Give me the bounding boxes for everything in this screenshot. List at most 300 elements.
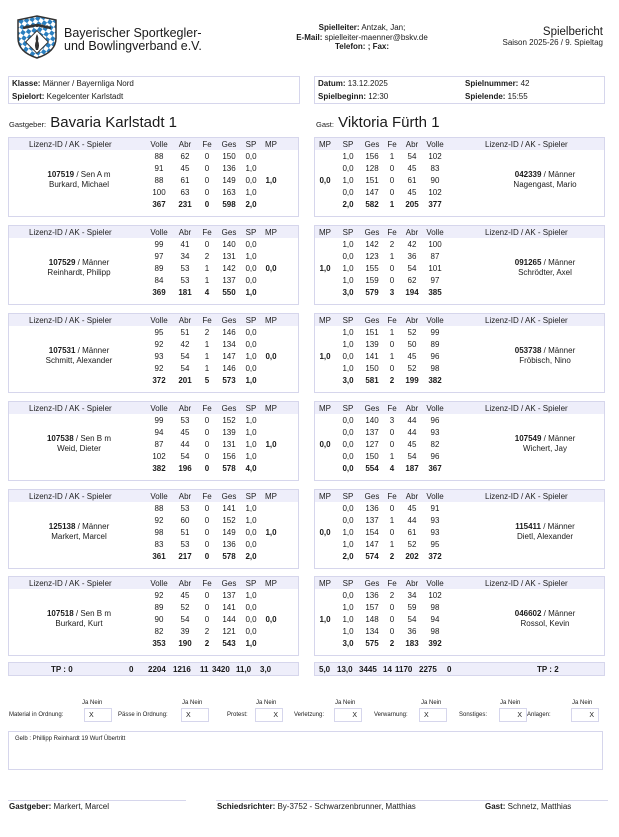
ja-nein-label: Ja Nein bbox=[500, 700, 521, 706]
player-name: Markert, Marcel bbox=[51, 532, 107, 541]
game-sp: 1,0 bbox=[342, 627, 354, 636]
header-volle: Volle bbox=[426, 404, 444, 413]
game-abr: 44 bbox=[180, 440, 190, 449]
game-fe: 0 bbox=[389, 364, 395, 373]
home-total-extra: 0 bbox=[129, 665, 134, 674]
check-mark: X bbox=[89, 712, 94, 719]
total-ges: 575 bbox=[365, 639, 379, 648]
game-sp: 1,0 bbox=[245, 188, 257, 197]
game-volle: 98 bbox=[430, 364, 440, 373]
game-volle: 94 bbox=[154, 428, 164, 437]
game-sp: 0,0 bbox=[245, 603, 257, 612]
player-name: Dietl, Alexander bbox=[516, 532, 574, 541]
license-id: 107519 bbox=[47, 170, 75, 179]
game-volle: 88 bbox=[154, 504, 164, 513]
header-sp: SP bbox=[245, 579, 257, 588]
column-header-row bbox=[315, 226, 604, 238]
game-abr: 50 bbox=[407, 340, 417, 349]
email-link[interactable]: spielleiter-maenner@bskv.de bbox=[322, 32, 428, 42]
header-mp: MP bbox=[265, 579, 277, 588]
total-fe: 4 bbox=[389, 464, 395, 473]
game-sp: 1,0 bbox=[245, 352, 257, 361]
game-fe: 1 bbox=[389, 252, 395, 261]
away-player-block bbox=[314, 401, 605, 481]
header-sp: SP bbox=[245, 316, 257, 325]
game-sp: 1,0 bbox=[245, 440, 257, 449]
game-abr: 61 bbox=[407, 176, 417, 185]
total-sp: 2,0 bbox=[245, 200, 257, 209]
age-class: / Sen A m bbox=[74, 170, 111, 179]
game-abr: 42 bbox=[180, 340, 190, 349]
game-ges: 148 bbox=[365, 615, 379, 624]
game-fe: 1 bbox=[389, 352, 395, 361]
game-abr: 45 bbox=[407, 352, 417, 361]
total-volle: 372 bbox=[428, 552, 442, 561]
game-sp: 1,0 bbox=[245, 428, 257, 437]
game-ges: 136 bbox=[222, 540, 236, 549]
game-ges: 149 bbox=[222, 176, 236, 185]
referee-label: Schiedsrichter: bbox=[217, 802, 276, 811]
game-fe: 0 bbox=[389, 428, 395, 437]
game-volle: 100 bbox=[152, 188, 166, 197]
match-date-box bbox=[314, 76, 605, 104]
yes-no-checkbox[interactable] bbox=[181, 708, 209, 722]
player-name: Reinhardt, Philipp bbox=[47, 268, 111, 277]
header-fe: Fe bbox=[387, 140, 397, 149]
game-abr: 62 bbox=[180, 152, 190, 161]
total-ges: 543 bbox=[222, 639, 236, 648]
age-class: / Männer bbox=[541, 609, 576, 618]
game-volle: 99 bbox=[430, 328, 440, 337]
game-ges: 134 bbox=[365, 627, 379, 636]
player-info bbox=[485, 258, 605, 278]
game-sp: 1,0 bbox=[245, 416, 257, 425]
game-ges: 121 bbox=[222, 627, 236, 636]
game-abr: 52 bbox=[180, 603, 190, 612]
check-mark: X bbox=[424, 712, 429, 719]
game-sp: 0,0 bbox=[245, 528, 257, 537]
game-ges: 151 bbox=[365, 328, 379, 337]
game-sp: 0,0 bbox=[342, 428, 354, 437]
total-abr: 199 bbox=[405, 376, 419, 385]
column-header-row bbox=[9, 138, 298, 150]
header-player: Lizenz-ID / AK - Spieler bbox=[485, 140, 568, 149]
header-sp: SP bbox=[245, 404, 257, 413]
game-ges: 156 bbox=[222, 452, 236, 461]
game-ges: 141 bbox=[365, 352, 379, 361]
game-fe: 2 bbox=[389, 591, 395, 600]
game-volle: 102 bbox=[428, 188, 442, 197]
game-abr: 45 bbox=[180, 428, 190, 437]
header-sp: SP bbox=[245, 140, 257, 149]
game-ges: 127 bbox=[365, 440, 379, 449]
total-abr: 187 bbox=[405, 464, 419, 473]
match-points: 1,0 bbox=[265, 440, 277, 449]
away-total-extra: 0 bbox=[447, 665, 452, 674]
header-abr: Abr bbox=[405, 140, 419, 149]
header-volle: Volle bbox=[426, 579, 444, 588]
game-abr: 52 bbox=[407, 328, 417, 337]
player-info bbox=[485, 346, 605, 366]
player-info bbox=[19, 258, 139, 278]
header-player: Lizenz-ID / AK - Spieler bbox=[29, 579, 112, 588]
game-sp: 1,0 bbox=[342, 528, 354, 537]
age-class: / Männer bbox=[541, 258, 576, 267]
yes-no-checkbox[interactable] bbox=[84, 708, 112, 722]
organization-name bbox=[64, 27, 202, 53]
player-name: Burkard, Kurt bbox=[55, 619, 103, 628]
age-class: / Männer bbox=[541, 522, 575, 531]
game-abr: 53 bbox=[180, 276, 190, 285]
game-volle: 97 bbox=[154, 252, 164, 261]
header-volle: Volle bbox=[426, 492, 444, 501]
spielbeginn-value: 12:30 bbox=[366, 92, 389, 101]
header-sp: SP bbox=[342, 316, 354, 325]
game-fe: 1 bbox=[389, 516, 395, 525]
column-header-row bbox=[315, 577, 604, 589]
header-abr: Abr bbox=[178, 228, 192, 237]
game-fe: 1 bbox=[204, 364, 210, 373]
report-subtitle: Saison 2025-26 / 9. Spieltag bbox=[502, 38, 603, 47]
header-ges: Ges bbox=[364, 228, 380, 237]
total-ges: 578 bbox=[222, 464, 236, 473]
game-volle: 92 bbox=[154, 591, 164, 600]
home-team-label: Gastgeber: bbox=[9, 120, 47, 129]
player-info bbox=[485, 522, 605, 542]
game-ges: 156 bbox=[365, 152, 379, 161]
header-abr: Abr bbox=[178, 492, 192, 501]
home-total-fe: 11 bbox=[200, 665, 209, 674]
match-points: 0,0 bbox=[265, 352, 277, 361]
game-abr: 54 bbox=[180, 364, 190, 373]
header-fe: Fe bbox=[202, 492, 212, 501]
player-info bbox=[485, 434, 605, 454]
game-abr: 45 bbox=[180, 164, 190, 173]
game-fe: 1 bbox=[389, 452, 395, 461]
game-abr: 45 bbox=[407, 164, 417, 173]
spielende-label: Spielende: bbox=[465, 92, 506, 101]
ja-nein-label: Ja Nein bbox=[335, 700, 356, 706]
away-signature-label: Gast: bbox=[485, 802, 506, 811]
game-fe: 0 bbox=[204, 540, 210, 549]
game-volle: 100 bbox=[428, 240, 442, 249]
game-fe: 0 bbox=[204, 452, 210, 461]
header-abr: Abr bbox=[405, 228, 419, 237]
player-license bbox=[19, 170, 139, 180]
player-info bbox=[19, 170, 139, 190]
header-abr: Abr bbox=[405, 579, 419, 588]
game-sp: 1,0 bbox=[342, 540, 354, 549]
age-class: / Männer bbox=[541, 170, 576, 179]
header-player: Lizenz-ID / AK - Spieler bbox=[485, 579, 568, 588]
game-sp: 1,0 bbox=[245, 252, 257, 261]
yes-no-checkbox[interactable] bbox=[571, 708, 599, 722]
age-class: / Sen B m bbox=[73, 609, 112, 618]
away-team-heading bbox=[316, 114, 440, 131]
report-title: Spielbericht bbox=[542, 26, 603, 38]
away-signature-value: Schnetz, Matthias bbox=[505, 802, 572, 811]
header-mp: MP bbox=[319, 492, 331, 501]
checkbox-label: Protest: bbox=[227, 712, 248, 718]
game-abr: 54 bbox=[407, 615, 417, 624]
game-sp: 1,0 bbox=[342, 615, 354, 624]
home-player-block bbox=[8, 489, 299, 569]
header-fe: Fe bbox=[202, 228, 212, 237]
game-abr: 42 bbox=[407, 240, 417, 249]
header-abr: Abr bbox=[178, 140, 192, 149]
game-fe: 0 bbox=[389, 603, 395, 612]
game-ges: 146 bbox=[222, 328, 236, 337]
away-signature bbox=[485, 802, 571, 811]
header-volle: Volle bbox=[426, 228, 444, 237]
header-fe: Fe bbox=[202, 579, 212, 588]
game-abr: 52 bbox=[407, 540, 417, 549]
game-volle: 88 bbox=[154, 176, 164, 185]
game-fe: 0 bbox=[204, 428, 210, 437]
away-totals-row bbox=[314, 662, 605, 676]
spielnummer-value: 42 bbox=[518, 79, 530, 88]
header-sp: SP bbox=[342, 404, 354, 413]
header-player: Lizenz-ID / AK - Spieler bbox=[29, 228, 112, 237]
check-mark: X bbox=[589, 712, 594, 719]
game-fe: 1 bbox=[204, 352, 210, 361]
player-license bbox=[19, 258, 139, 268]
check-mark: X bbox=[186, 712, 191, 719]
game-volle: 91 bbox=[154, 164, 164, 173]
total-fe: 2 bbox=[204, 639, 210, 648]
game-ges: 134 bbox=[222, 340, 236, 349]
header-volle: Volle bbox=[426, 316, 444, 325]
game-ges: 137 bbox=[222, 591, 236, 600]
game-ges: 131 bbox=[222, 440, 236, 449]
total-abr: 194 bbox=[405, 288, 419, 297]
yes-no-checkbox[interactable] bbox=[499, 708, 527, 722]
game-sp: 1,0 bbox=[245, 164, 257, 173]
yes-no-checkbox[interactable] bbox=[255, 708, 283, 722]
total-volle: 367 bbox=[428, 464, 442, 473]
game-sp: 1,0 bbox=[342, 276, 354, 285]
game-ges: 140 bbox=[365, 416, 379, 425]
game-ges: 137 bbox=[222, 276, 236, 285]
game-ges: 149 bbox=[222, 528, 236, 537]
game-ges: 136 bbox=[365, 591, 379, 600]
game-abr: 36 bbox=[407, 627, 417, 636]
game-sp: 1,0 bbox=[342, 364, 354, 373]
header-abr: Abr bbox=[178, 579, 192, 588]
total-volle: 361 bbox=[152, 552, 166, 561]
game-abr: 34 bbox=[407, 591, 417, 600]
home-player-block bbox=[8, 137, 299, 217]
game-volle: 94 bbox=[430, 615, 440, 624]
game-volle: 83 bbox=[154, 540, 164, 549]
header-abr: Abr bbox=[405, 492, 419, 501]
game-sp: 0,0 bbox=[342, 504, 354, 513]
game-fe: 2 bbox=[204, 252, 210, 261]
match-points: 1,0 bbox=[265, 528, 277, 537]
org-name-line1: Bayerischer Sportkegler- bbox=[64, 26, 202, 40]
header-volle: Volle bbox=[150, 579, 168, 588]
game-ges: 140 bbox=[222, 240, 236, 249]
game-volle: 98 bbox=[430, 603, 440, 612]
total-fe: 4 bbox=[204, 288, 210, 297]
game-ges: 137 bbox=[365, 516, 379, 525]
header-mp: MP bbox=[265, 316, 277, 325]
game-fe: 0 bbox=[204, 176, 210, 185]
game-fe: 1 bbox=[389, 540, 395, 549]
home-total-ges: 3420 bbox=[212, 665, 230, 674]
game-volle: 98 bbox=[430, 627, 440, 636]
yes-no-checkbox[interactable] bbox=[334, 708, 362, 722]
spielleiter-value: Antzak, Jan; bbox=[359, 23, 406, 32]
spielende-value: 15:55 bbox=[505, 92, 528, 101]
ja-nein-label: Ja Nein bbox=[572, 700, 593, 706]
game-abr: 62 bbox=[407, 276, 417, 285]
game-sp: 1,0 bbox=[245, 591, 257, 600]
player-license bbox=[485, 609, 605, 619]
game-sp: 1,0 bbox=[245, 516, 257, 525]
game-sp: 0,0 bbox=[342, 252, 354, 261]
game-volle: 90 bbox=[154, 615, 164, 624]
away-player-block bbox=[314, 225, 605, 305]
game-abr: 54 bbox=[180, 452, 190, 461]
home-total-mp: 3,0 bbox=[260, 665, 272, 674]
away-player-block bbox=[314, 137, 605, 217]
game-sp: 0,0 bbox=[342, 452, 354, 461]
header-ges: Ges bbox=[221, 492, 237, 501]
player-name: Fröbisch, Nino bbox=[519, 356, 571, 365]
total-volle: 385 bbox=[428, 288, 442, 297]
total-sp: 3,0 bbox=[342, 639, 354, 648]
game-sp: 1,0 bbox=[245, 452, 257, 461]
checkbox-label: Verwarnung: bbox=[374, 712, 408, 718]
game-fe: 0 bbox=[389, 176, 395, 185]
total-fe: 2 bbox=[389, 552, 395, 561]
header-mp: MP bbox=[265, 492, 277, 501]
game-fe: 0 bbox=[389, 627, 395, 636]
game-abr: 59 bbox=[407, 603, 417, 612]
away-player-block bbox=[314, 313, 605, 393]
game-sp: 0,0 bbox=[245, 152, 257, 161]
match-points: 1,0 bbox=[319, 615, 331, 624]
total-abr: 202 bbox=[405, 552, 419, 561]
check-mark: X bbox=[352, 712, 357, 719]
total-sp: 2,0 bbox=[342, 552, 354, 561]
column-header-row bbox=[9, 577, 298, 589]
match-points: 0,0 bbox=[319, 176, 331, 185]
header-mp: MP bbox=[319, 579, 331, 588]
game-volle: 101 bbox=[428, 264, 442, 273]
player-info bbox=[19, 434, 139, 454]
game-ges: 157 bbox=[365, 603, 379, 612]
game-fe: 0 bbox=[204, 440, 210, 449]
game-sp: 0,0 bbox=[245, 264, 257, 273]
home-team-name: Bavaria Karlstadt 1 bbox=[46, 114, 178, 131]
game-abr: 61 bbox=[407, 528, 417, 537]
header-mp: MP bbox=[319, 404, 331, 413]
total-fe: 1 bbox=[389, 200, 395, 209]
game-abr: 44 bbox=[407, 416, 417, 425]
away-total-sp: 13,0 bbox=[337, 665, 353, 674]
header-sp: SP bbox=[342, 579, 354, 588]
remarks-field[interactable] bbox=[8, 731, 603, 770]
game-fe: 0 bbox=[389, 504, 395, 513]
header-ges: Ges bbox=[221, 316, 237, 325]
game-volle: 93 bbox=[430, 428, 440, 437]
home-total-sp: 11,0 bbox=[236, 665, 252, 674]
total-volle: 372 bbox=[152, 376, 166, 385]
home-player-block bbox=[8, 401, 299, 481]
datum-value: 13.12.2025 bbox=[345, 79, 388, 88]
game-volle: 96 bbox=[430, 416, 440, 425]
header-fe: Fe bbox=[387, 404, 397, 413]
game-volle: 92 bbox=[154, 364, 164, 373]
game-ges: 139 bbox=[365, 340, 379, 349]
header-fe: Fe bbox=[387, 316, 397, 325]
header-mp: MP bbox=[319, 316, 331, 325]
game-ges: 141 bbox=[222, 603, 236, 612]
game-sp: 1,0 bbox=[342, 340, 354, 349]
license-id: 053738 bbox=[514, 346, 542, 355]
total-abr: 196 bbox=[178, 464, 192, 473]
total-sp: 0,0 bbox=[342, 464, 354, 473]
header-ges: Ges bbox=[364, 579, 380, 588]
game-volle: 87 bbox=[430, 252, 440, 261]
game-volle: 93 bbox=[154, 352, 164, 361]
header-mp: MP bbox=[319, 140, 331, 149]
header-volle: Volle bbox=[150, 404, 168, 413]
game-volle: 102 bbox=[428, 152, 442, 161]
away-total-abr: 1170 bbox=[395, 665, 413, 674]
column-header-row bbox=[9, 314, 298, 326]
total-fe: 2 bbox=[389, 376, 395, 385]
header-volle: Volle bbox=[150, 228, 168, 237]
home-signature bbox=[9, 802, 109, 811]
game-abr: 45 bbox=[407, 504, 417, 513]
total-ges: 574 bbox=[365, 552, 379, 561]
checkbox-label: Material in Ordnung: bbox=[9, 712, 64, 718]
game-abr: 45 bbox=[407, 188, 417, 197]
game-fe: 0 bbox=[204, 188, 210, 197]
yes-no-checkbox[interactable] bbox=[419, 708, 447, 722]
ja-nein-label: Ja Nein bbox=[256, 700, 277, 706]
game-ges: 128 bbox=[365, 164, 379, 173]
total-sp: 3,0 bbox=[342, 288, 354, 297]
header-player: Lizenz-ID / AK - Spieler bbox=[485, 492, 568, 501]
game-ges: 159 bbox=[365, 276, 379, 285]
game-sp: 0,0 bbox=[245, 540, 257, 549]
game-ges: 139 bbox=[222, 428, 236, 437]
header-player: Lizenz-ID / AK - Spieler bbox=[29, 492, 112, 501]
player-license bbox=[485, 346, 605, 356]
game-fe: 1 bbox=[389, 328, 395, 337]
report-title-block bbox=[502, 26, 603, 48]
game-volle: 84 bbox=[154, 276, 164, 285]
total-volle: 367 bbox=[152, 200, 166, 209]
header-abr: Abr bbox=[178, 404, 192, 413]
game-ges: 155 bbox=[365, 264, 379, 273]
license-id: 115411 bbox=[515, 522, 541, 531]
game-volle: 95 bbox=[430, 540, 440, 549]
game-abr: 54 bbox=[407, 452, 417, 461]
header-player: Lizenz-ID / AK - Spieler bbox=[29, 404, 112, 413]
game-fe: 0 bbox=[204, 416, 210, 425]
game-sp: 0,0 bbox=[245, 240, 257, 249]
game-abr: 51 bbox=[180, 528, 190, 537]
header-fe: Fe bbox=[387, 492, 397, 501]
game-fe: 0 bbox=[204, 504, 210, 513]
game-fe: 0 bbox=[204, 615, 210, 624]
header-abr: Abr bbox=[178, 316, 192, 325]
